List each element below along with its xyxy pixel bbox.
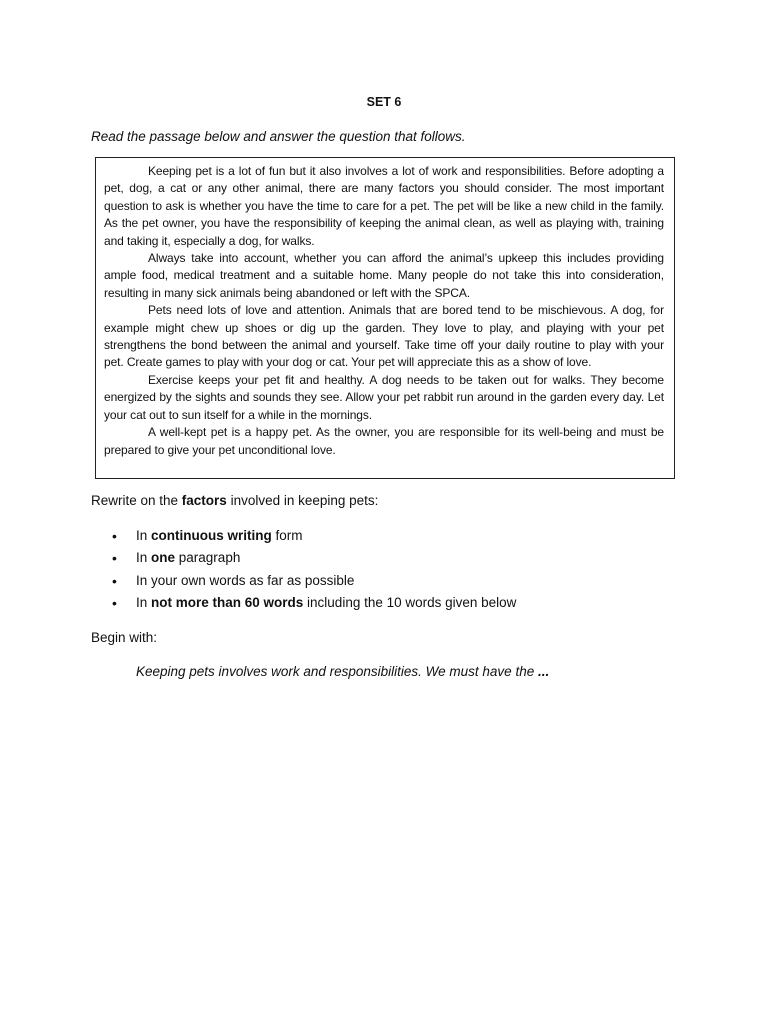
starter-sentence [136, 664, 549, 679]
passage-paragraph-3: Pets need lots of love and attention. Animals that are bored tend to be mischievous. A dog, for example might chew up shoes or dig up the garden. They love to play, and playing with your pet strengthens the bond between the animal and yourself. Take time off your daily routine to play with your pet. Create games to play with your dog or cat. Your pet will appreciate this as a show of love. [104, 303, 664, 370]
list-item [112, 548, 516, 570]
bullet-icon: • [112, 595, 117, 612]
bullet-pre: In your own words as far as possible [136, 572, 355, 588]
starter-text: Keeping pets involves work and responsibilities. We must have the [136, 664, 538, 679]
bullet-icon: • [112, 550, 117, 567]
bullet-pre: In [136, 528, 152, 543]
bullet-icon: • [112, 528, 117, 544]
bullet-pre: In [136, 550, 152, 566]
passage-paragraph-2: Always take into account, whether you can afford the animal’s upkeep this includes providing ample food, medical treatment and a suitable home. Many people do not take this into consideration, resulting in many sick animals being abandoned or left with the SPCA. [104, 251, 664, 300]
begin-label: Begin with: [91, 630, 158, 645]
task-prompt [91, 493, 378, 508]
bullet-post: form [271, 528, 303, 543]
task-keyword: factors [181, 493, 227, 508]
passage-box [95, 157, 675, 479]
bullet-bold: one [151, 550, 176, 566]
passage-paragraph-1: Keeping pet is a lot of fun but it also involves a lot of work and responsibilities. Before adopting a pet, dog, a cat or any other animal, there are many factors you should consider. The most important question to ask is whether you have the time to care for a pet. The pet will be like a new child in the family. As the pet owner, you have the responsibility of keeping the animal clean, as well as playing with, training and taking it, especially a dog, for walks. [104, 164, 664, 248]
starter-ellipsis: ... [537, 664, 550, 679]
passage-paragraph-5: A well-kept pet is a happy pet. As the owner, you are responsible for its well-being and must be prepared to give your pet unconditional love. [104, 425, 664, 457]
list-item [112, 571, 516, 593]
bullet-icon: • [112, 572, 117, 589]
bullet-pre: In [136, 595, 152, 611]
list-item [112, 526, 516, 548]
instruction-text: Read the passage below and answer the question that follows. [91, 129, 466, 144]
page-title: SET 6 [366, 95, 402, 109]
bullet-bold: continuous writing [151, 528, 272, 543]
passage-paragraph-4: Exercise keeps your pet fit and healthy. A dog needs to be taken out for walks. They become energized by the sights and sounds they see. Allow your pet rabbit run around in the garden every day. Let your cat out to sun itself for a while in the mornings. [104, 372, 664, 422]
list-item [112, 593, 516, 615]
task-prefix: Rewrite on the [91, 493, 182, 508]
requirements-list [112, 526, 516, 616]
bullet-bold: not more than 60 words [151, 595, 304, 611]
task-suffix: involved in keeping pets: [226, 493, 379, 508]
bullet-post: including the 10 words given below [303, 595, 517, 611]
bullet-post: paragraph [175, 550, 241, 566]
